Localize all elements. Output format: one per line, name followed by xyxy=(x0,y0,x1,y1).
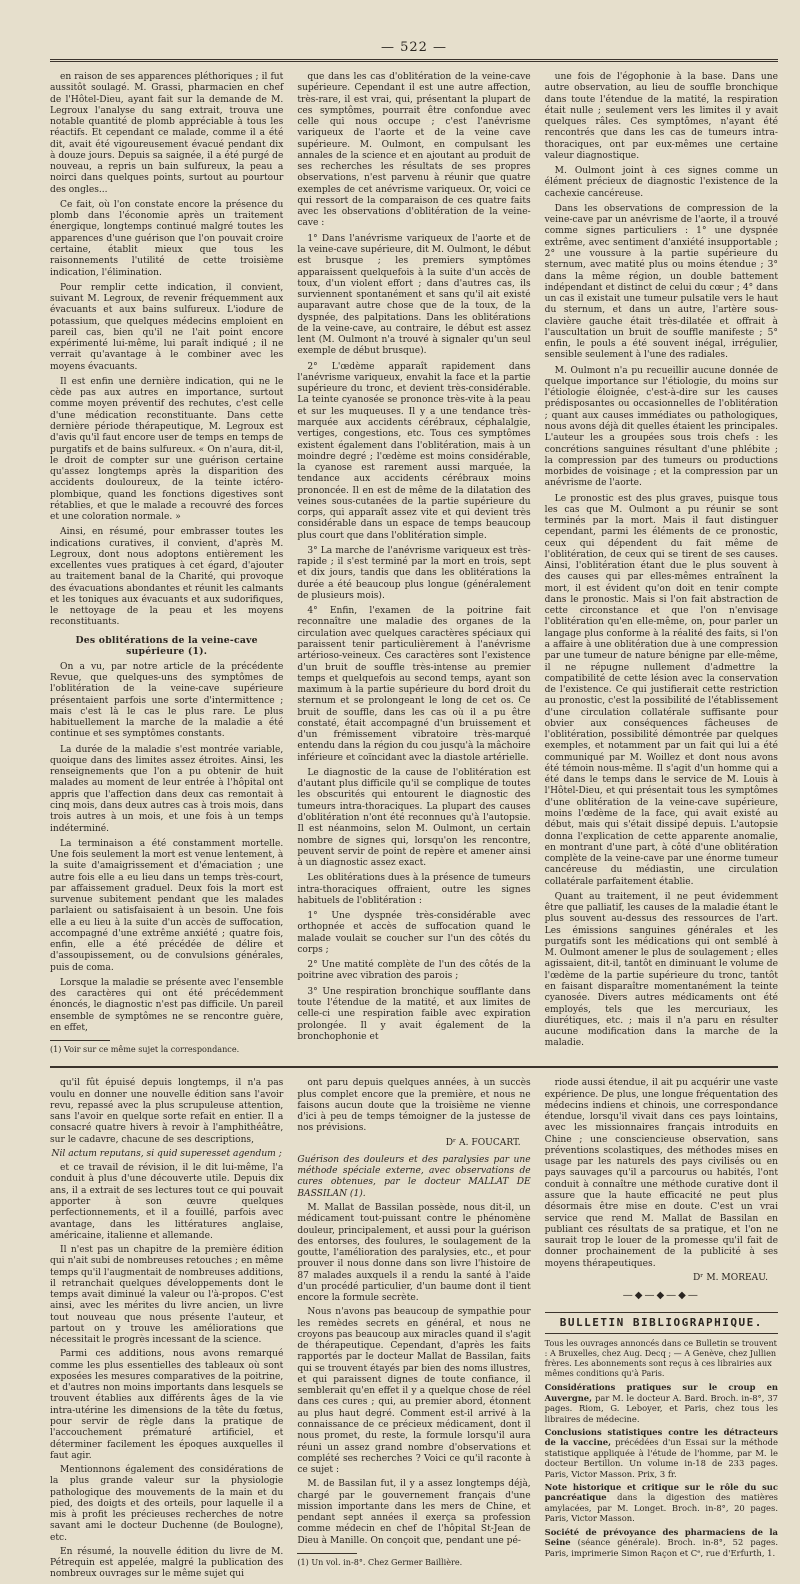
entry-title: Considérations pratiques sur le croup en Auvergne, xyxy=(544,1382,778,1403)
bulletin-intro: Tous les ouvrages annoncés dans ce Bulletin se trouvent : A Bruxelles, chez Aug. Decq ; — A Genève, chez Jullien frères. Les abonnements sont reçus à ces librairies aux mêmes conditions qu'à Paris. xyxy=(544,1338,777,1379)
paragraph: 1° Dans l'anévrisme variqueux de l'aorte et de la veine-cave supérieure, dit M. Oulmont, le début est brusque ; les premiers symptômes apparaissent quelquefois à la suite d'un accès de toux, d'un violent effort ; dans d'autres cas, ils surviennent spontanément et sans qu'il ait existé auparavant autre chose que de la toux, de la dyspnée, des palpitations. Dans les oblitérations de la veine-cave, au contraire, le début est assez lent (M. Oulmont n'a trouvé à signaler qu'un seul exemple de début brusque). xyxy=(297,233,531,357)
footnote: (1) Voir sur ce même sujet la correspondance. xyxy=(50,1044,240,1055)
paragraph: une fois de l'égophonie à la base. Dans une autre observation, au lieu de souffle bronchique dans toute l'étendue de la matité, la respiration était nulle ; seulement vers les limites il y avait quelques râles. Ces symptômes, n'ayant été rencontrés que dans les cas de tumeurs intra-thoraciques, ont par eux-mêmes une certaine valeur diagnostique. xyxy=(544,72,778,161)
paragraph: La terminaison a été constamment mortelle. Une fois seulement la mort est venue lentement, à la suite d'amaigrissement et d'émaciation ; une autre fois elle a eu lieu dans un temps très-court, par affaissement graduel. Deux fois la mort est survenue subitement pendant que les malades parlaient ou satisfaisaient à un besoin. Une fois elle a eu lieu à la suite d'un accès de suffocation, accompagné d'une extrême anxiété ; quatre fois, enfin, elle a été précédée de délire et d'assoupissement, ou de convulsions générales, puis de coma. xyxy=(50,838,284,973)
paragraph: Le pronostic est des plus graves, puisque tous les cas que M. Oulmont a pu réunir se sont terminés par la mort. Mais il faut distinguer cependant, parmi les éléments de ce pronostic, ceux qui dépendent du fait même de l'oblitération, de ceux qui se tirent de ses causes. Ainsi, l'oblitération étant due le plus souvent à des causes qui par elles-mêmes entraînent la mort, il est évident qu'on doit en tenir compte dans le pronostic. Mais si l'on fait abstraction de cette circonstance et que l'on n'envisage l'oblitération qu'en elle-même, on, pour parler un langage plus conforme à la réalité des faits, si l'on a affaire à une oblitération due à une compression par une tumeur de nature bénigne par elle-même, il ne répugne nullement d'admettre la compatibilité de cette lésion avec la conservation de l'existence. Ce qui justifierait cette restriction au pronostic, c'est la possibilité de l'établissement d'une circulation collatérale suffisante pour obvier aux conséquences fâcheuses de l'oblitération, possibilité démontrée par quelques exemples, et notamment par un fait qui lui a été communiqué par M. Woillez et dont nous avons été témoin nous-même. Il s'agit d'un homme qui a été dans le temps dans le service de M. Louis à l'Hôtel-Dieu, et qui présentait tous les symptômes d'une oblitération de la veine-cave supérieure, moins l'œdème de la face, qui avait existé au début, mais qui s'était dissipé depuis. L'autopsie donna l'explication de cette apparente anomalie, en montrant d'une part, à côté d'une oblitération complète de la veine-cave par une énorme tumeur cancéreuse du médiastin, une circulation collatérale parfaitement établie. xyxy=(544,493,778,887)
header-rule xyxy=(50,59,778,62)
column-1 xyxy=(50,72,283,1054)
paragraph: 1° Une dyspnée très-considérable avec orthopnée et accès de suffocation quand le malade voulait se coucher sur l'un des côtés du corps ; xyxy=(297,911,531,955)
paragraph: Parmi ces additions, nous avons remarqué comme les plus essentielles des tableaux où sont exposées les mesures comparatives de la poitrine, et d'autres non moins importants dans lesquels se trouvent établies aux différents âges de la vie intra-utérine les dimensions de la tête du fœtus, pour servir de règle dans la pratique de l'accouchement prématuré artificiel, et déterminer facilement les époques auxquelles il faut agir. xyxy=(50,1349,284,1461)
bulletin-entry xyxy=(545,1427,778,1479)
paragraph: En résumé, la nouvelle édition du livre de M. Pétrequin est appelée, malgré la publication des nombreux ouvrages sur le même sujet qui xyxy=(50,1546,284,1580)
paragraph: Lorsque la maladie se présente avec l'ensemble des caractères qui ont été précédemment énoncés, le diagnostic n'est pas difficile. Un pareil ensemble de symptômes ne se rencontre guère, en effet, xyxy=(50,977,284,1034)
bulletin-title: BULLETIN BIBLIOGRAPHIQUE. xyxy=(545,1312,778,1334)
paragraph: ont paru depuis quelques années, à un succès plus complet encore que la première, et nous ne faisons aucun doute que la troisième ne vienne d'ici à peu de temps témoigner de la justesse de nos prévisions. xyxy=(297,1078,531,1134)
paragraph: Quant au traitement, il ne peut évidemment être que palliatif, les causes de la maladie étant le plus souvent au-dessus des ressources de l'art. Les émissions sanguines générales et les purgatifs sont les médications qui ont semblé à M. Oulmont amener le plus de soulagement ; elles agissaient, dit-il, tantôt en diminuant le volume de l'œdème de la partie supérieure du tronc, tantôt en faisant disparaître momentanément la teinte cyanosée. Divers autres médicaments ont été employés, tels que les mercuriaux, les diurétiques, etc. ; mais il n'a paru en résulter aucune modification dans la marche de la maladie. xyxy=(544,891,778,1049)
upper-columns xyxy=(50,72,778,1054)
author-signature: Dʳ A. FOUCART. xyxy=(445,1137,521,1148)
paragraph: Ainsi, en résumé, pour embrasser toutes les indications curatives, il convient, d'après M. Legroux, dont nous adoptons entièrement les excellentes vues pratiques à cet égard, d'ajouter au traitement banal de la Charité, qui provoque des évacuations abondantes et réunit les calmants et les toniques aux évacuants et aux sudorifiques, le nettoyage de la peau et les moyens reconstituants. xyxy=(50,527,284,628)
paragraph: 3° La marche de l'anévrisme variqueux est très-rapide ; il s'est terminé par la mort en trois, sept et dix jours, tandis que dans les oblitérations la durée a été beaucoup plus longue (généralement de plusieurs mois). xyxy=(297,545,531,601)
author-signature: Dʳ M. MOREAU. xyxy=(693,1272,768,1283)
paragraph: qu'il fût épuisé depuis longtemps, il n'a pas voulu en donner une nouvelle édition sans l'avoir revu, repassé avec la plus scrupuleuse attention, sans l'avoir en quelque sorte refait en entier. Il a consacré quatre hivers à revoir à l'amphithéâtre, sur le cadavre, chacune de ses descriptions, xyxy=(50,1078,284,1145)
paragraph: 2° L'œdème apparaît rapidement dans l'anévrisme variqueux, envahit la face et la partie supérieure du tronc, et devient très-considérable. La teinte cyanosée se prononce très-vite à la peau et sur les muqueuses. Il y a une tendance très-marquée aux accidents cérébraux, céphalalgie, vertiges, congestions, etc. Tous ces symptômes existent également dans l'oblitération, mais à un moindre degré ; l'œdème est moins considérable, la cyanose est rarement aussi marquée, la tendance aux accidents cérébraux moins prononcée. Il en est de même de la dilatation des veines sous-cutanées de la partie supérieure du corps, qui apparaît assez vite et qui devient très considérable dans un espace de temps beaucoup plus court que dans l'oblitération simple. xyxy=(297,361,531,541)
footnote: (1) Un vol. in-8°. Chez Germer Baillière. xyxy=(297,1556,463,1567)
column-5 xyxy=(297,1078,530,1583)
paragraph: 2° Une matité complète de l'un des côtés de la poitrine avec vibration des parois ; xyxy=(297,960,531,982)
bulletin-entry xyxy=(545,1527,778,1558)
bulletin-entry xyxy=(545,1382,778,1424)
paragraph: en raison de ses apparences pléthoriques ; il fut aussitôt soulagé. M. Grassi, pharmacien en chef de l'Hôtel-Dieu, ayant fait sur la demande de M. Legroux l'analyse du sang extrait, trouva une notable quantité de plomb appréciable à tous les réactifs. Et cependant ce malade, comme il a été dit, avait été vigoureusement évacué pendant dix à douze jours. Depuis sa saignée, il a été purgé de nouveau, a repris un bain sulfureux, la peau a noirci dans quelques points, surtout au pourtour des ongles... xyxy=(50,72,284,195)
column-4 xyxy=(50,1078,283,1583)
paragraph: Nous n'avons pas beaucoup de sympathie pour les remèdes secrets en général, et nous ne croyons pas beaucoup aux miracles quand il s'agit de thérapeutique. Cependant, d'après les faits rapportés par le docteur Mallat de Bassilan, faits qui se trouvent étayés par bien des noms illustres, et qui paraissent dignes de toute confiance, il semblerait qu'en effet il y a quelque chose de réel dans ces cures ; qui, au premier abord, étonnent au plus haut degré. Comment est-il arrivé à la connaissance de ce précieux médicament, dont il nous promet, du reste, la formule lorsqu'il aura réuni un assez grand nombre d'observations et complété ses recherches ? Voici ce qu'il raconte à ce sujet : xyxy=(297,1307,531,1476)
paragraph: Dans les observations de compression de la veine-cave par un anévrisme de l'aorte, il a trouvé comme signes particuliers : 1° une dyspnée extrême, avec sentiment d'anxiété insupportable ; 2° une voussure à la partie supérieure du sternum, avec matité plus ou moins étendue ; 3° dans la même région, un double battement indépendant et distinct de celui du cœur ; 4° dans un cas il existait une tumeur pulsatile vers le haut du sternum, et dans un autre, l'artère sous-clavière gauche était très-dilatée et offrait à l'auscultation un bruit de souffle manifeste ; 5° enfin, le pouls a été souvent inégal, irrégulier, sensible seulement à l'une des radiales. xyxy=(544,203,778,361)
entry-details: (séance générale). Broch. in-8°, 52 pages. Paris, imprimerie Simon Raçon et Cᵉ, rue d'Erfurth, 1. xyxy=(544,1537,778,1558)
entry-details: dans la digestion des matières amylacées, par M. Longet. Broch. in-8°, 20 pages. Paris, Victor Masson. xyxy=(544,1492,778,1524)
latin-quote: Nil actum reputans, si quid superesset agendum ; xyxy=(51,1148,282,1159)
section-title: Des oblitérations de la veine-cave supérieure (1). xyxy=(75,634,258,658)
footnote-rule xyxy=(50,1040,110,1041)
lower-columns xyxy=(50,1078,778,1583)
paragraph: riode aussi étendue, il ait pu acquérir une vaste expérience. De plus, une longue fréquentation des médecins indiens et chinois, une correspondance étendue, lorsqu'il vivait dans ces pays lointains, avec les missionnaires français introduits en Chine ; une consciencieuse observation, sans préventions scolastiques, des méthodes mises en usage par les naturels des pays civilisés ou en pays sauvages qu'il a parcourus ou habités, l'ont conduit à connaître une méthode curative dont il assure que la haute efficacité ne peut plus désormais être mise en doute. C'est un vrai service que rend M. Mallat de Bassilan en publiant ces résultats de sa pratique, et l'on ne saurait trop le louer de la promesse qu'il fait de donner prochainement de la publicité à ses moyens thérapeutiques. xyxy=(544,1078,778,1269)
paragraph: La durée de la maladie s'est montrée variable, quoique dans des limites assez étroites. Ainsi, les renseignements que l'on a pu obtenir de huit malades au moment de leur entrée à l'hôpital ont appris que l'affection dans deux cas remontait à cinq mois, dans deux autres cas à trois mois, dans trois autres à un mois, et une fois à un temps indéterminé. xyxy=(50,744,284,834)
footnote-rule xyxy=(297,1553,357,1554)
page-number: — 522 — xyxy=(380,40,448,55)
paragraph: Le diagnostic de la cause de l'oblitération est d'autant plus difficile qu'il se complique de toutes les obscurités qui entourent le diagnostic des tumeurs intra-thoraciques. La plupart des causes d'oblitération n'ont été reconnues qu'à l'autopsie. Il est néanmoins, selon M. Oulmont, un certain nombre de signes qui, lorsqu'on les rencontre, peuvent servir de point de repère et amener ainsi à un diagnostic assez exact. xyxy=(297,767,531,869)
review-title: Guérison des douleurs et des paralysies par une méthode spéciale externe, avec observations de cures obtenues, par le docteur MALLAT DE BASSILAN (1). xyxy=(297,1154,531,1199)
paragraph: que dans les cas d'oblitération de la veine-cave supérieure. Cependant il est une autre affection, très-rare, il est vrai, qui, présentant la plupart de ces symptômes, pourrait être confondue avec celle qui nous occupe ; c'est l'anévrisme variqueux de l'aorte et de la veine cave supérieure. M. Oulmont, en compulsant les annales de la science et en ajoutant au produit de ses recherches les résultats de ses propres observations, n'est parvenu à réunir que quatre exemples de cet anévrisme variqueux. Or, voici ce qui ressort de la comparaison de ces quatre faits avec les observations d'oblitération de la veine-cave : xyxy=(297,72,531,229)
paragraph: Mentionnons également des considérations de la plus grande valeur sur la physiologie pathologique des mouvements de la main et du pied, des doigts et des orteils, pour laquelle il a mis à profit les précieuses recherches de notre savant ami le docteur Duchenne (de Boulogne), etc. xyxy=(50,1465,284,1543)
column-2 xyxy=(297,72,530,1054)
paragraph: Il est enfin une dernière indication, qui ne le cède pas aux autres en importance, surtout comme moyen préventif des rechutes, c'est celle d'une médication reconstituante. Dans cette dernière période thérapeutique, M. Legroux est d'avis qu'il faut encore user de temps en temps de purgatifs et de bains sulfureux. « On n'aura, dit-il, le droit de compter sur une guérison certaine qu'assez longtemps après la disparition des accidents douloureux, de la teinte ictéro-plombique, quand les fonctions digestives sont rétablies, et que le malade a recouvré des forces et une coloration normale. » xyxy=(50,376,284,523)
paragraph: M. Mallat de Bassilan possède, nous dit-il, un médicament tout-puissant contre le phénomène douleur, principalement, et aussi pour la guérison des entorses, des foulures, le soulagement de la goutte, l'amélioration des paralysies, etc., et pour prouver il nous donne dans son livre l'histoire de 87 malades auxquels il a rendu la santé à l'aide d'un procédé particulier, d'un baume dont il tient encore la formule secrète. xyxy=(297,1202,531,1304)
paragraph: Ce fait, où l'on constate encore la présence du plomb dans l'économie après un traitement énergique, longtemps continué malgré toutes les apparences d'une guérison que l'on pouvait croire certaine, établit mieux que tous les raisonnements l'utilité de cette troisième indication, l'élimination. xyxy=(50,199,284,278)
entry-title: Conclusions statistiques contre les détracteurs de la vaccine, xyxy=(544,1426,778,1448)
paragraph: Les oblitérations dues à la présence de tumeurs intra-thoraciques offraient, outre les signes habituels de l'oblitération : xyxy=(297,873,531,906)
column-6 xyxy=(545,1078,778,1583)
paragraph: M. Oulmont joint à ces signes comme un élément précieux de diagnostic l'existence de la cachexie cancéreuse. xyxy=(544,166,778,199)
bulletin-header xyxy=(545,1312,778,1334)
entry-details: par M. le docteur A. Bard. Broch. in-8°, 37 pages. Riom, G. Leboyer, et Paris, chez tous les libraires de médecine. xyxy=(544,1392,778,1424)
paragraph: M. de Bassilan fut, il y a assez longtemps déjà, chargé par le gouvernement français d'une mission importante dans les mers de Chine, et pendant sept années il exerça sa profession comme médecin en chef de l'hôpital St-Jean de Dieu à Manille. On conçoit que, pendant une pé- xyxy=(297,1479,531,1546)
paragraph: On a vu, par notre article de la précédente Revue, que quelques-uns des symptômes de l'oblitération de la veine-cave supérieure présentaient parfois une sorte d'intermittence ; mais c'est là le cas le plus rare. Le plus habituellement la marche de la maladie a été continue et ses symptômes constants. xyxy=(50,661,284,740)
paragraph: 3° Une respiration bronchique soufflante dans toute l'étendue de la matité, et aux limites de celle-ci une respiration faible avec expiration prolongée. Il y avait également de la bronchophonie et xyxy=(297,986,531,1042)
entry-title: Société de prévoyance des pharmaciens de la Seine xyxy=(544,1526,778,1548)
bulletin-entry xyxy=(545,1482,778,1524)
section-divider xyxy=(50,1066,778,1068)
paragraph: 4° Enfin, l'examen de la poitrine fait reconnaître une maladie des organes de la circulation avec quelques caractères spéciaux qui paraissent tenir particulièrement à l'anévrisme artérioso-veineux. Ces caractères sont l'existence d'un bruit de souffle très-intense au premier temps et quelquefois au second temps, ayant son maximum à la partie supérieure du bord droit du sternum et se prolongeant le long de cet os. Ce bruit de souffle, dans les cas où il a pu être constaté, était accompagné d'un bruissement et d'un frémissement vibratoire très-marqué entendu dans la région du cou jusqu'à la mâchoire inférieure et coïncidant avec la diastole artérielle. xyxy=(297,606,531,763)
paragraph: et ce travail de révision, il le dit lui-même, l'a conduit à plus d'une découverte utile. Depuis dix ans, il a extrait de ses lectures tout ce qui pouvait apporter à son œuvre quelques perfectionnements, et il a fouillé, parfois avec avantage, dans les littératures anglaise, américaine, italienne et allemande. xyxy=(50,1163,284,1241)
entry-title: Note historique et critique sur le rôle du suc pancréatique xyxy=(544,1482,778,1503)
paragraph: M. Oulmont n'a pu recueillir aucune donnée de quelque importance sur l'étiologie, du moins sur l'étiologie éloignée, c'est-à-dire sur les causes prédisposantes ou occasionnelles de l'oblitération ; quant aux causes immédiates ou pathologiques, nous avons déjà dit quelles étaient les principales. L'auteur les a groupées sous trois chefs : les concrétions sanguines résultant d'une phlébite ; la compression par des tumeurs ou productions morbides de voisinage ; et la compression par un anévrisme de l'aorte. xyxy=(544,365,778,489)
column-3 xyxy=(545,72,778,1054)
paragraph: Pour remplir cette indication, il convient, suivant M. Legroux, de revenir fréquemment aux évacuants et aux bains sulfureux. L'iodure de potassium, que quelques médecins emploient en pareil cas, bien qu'il ne l'ait point encore expérimenté lui-même, lui paraît indiqué ; il ne verrait qu'avantage à le combiner avec les moyens évacuants. xyxy=(50,282,284,372)
paragraph: Il n'est pas un chapitre de la première édition qui n'ait subi de nombreuses retouches ; en même temps qu'il l'augmentait de nombreuses additions, il retranchait quelques développements dont le temps avait diminué la valeur ou l'à-propos. C'est ainsi, avec les mérites du livre ancien, un livre tout nouveau que nous présente l'auteur, et partout on y trouve les améliorations que nécessitait le progrès incessant de la science. xyxy=(50,1245,284,1346)
entry-details: précédées d'un Essai sur la méthode statistique appliquée à l'étude de l'homme, par M. le docteur Bertillon. Un volume in-18 de 233 pages. Paris, Victor Masson. Prix, 3 fr. xyxy=(544,1437,778,1479)
ornament-divider: —◆—◆—◆— xyxy=(622,1290,700,1302)
